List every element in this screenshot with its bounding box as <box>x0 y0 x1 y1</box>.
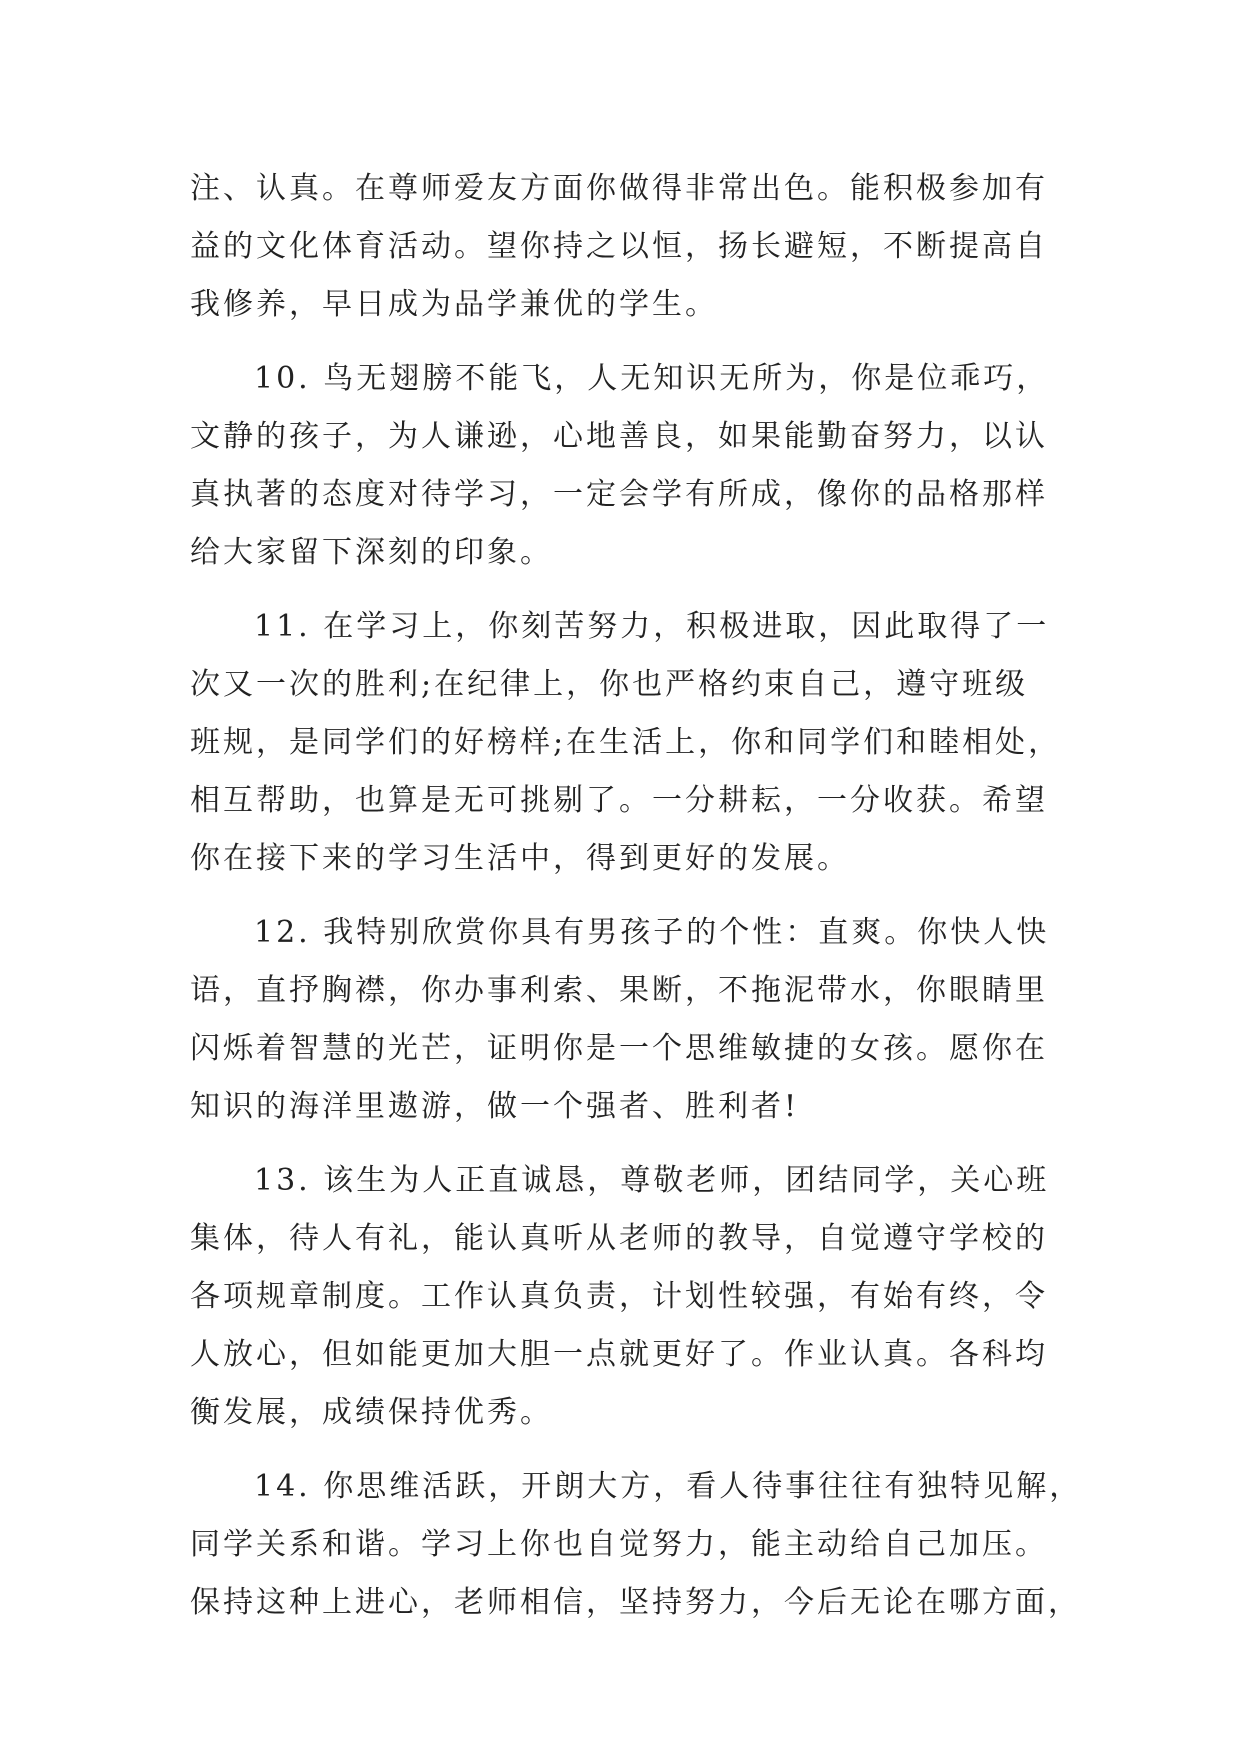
text-line: 各项规章制度。工作认真负责，计划性较强，有始有终，令 <box>190 1279 1048 1314</box>
text-line: 知识的海洋里遨游，做一个强者、胜利者! <box>190 1089 800 1124</box>
text-line: 真执著的态度对待学习，一定会学有所成，像你的品格那样 <box>190 477 1048 512</box>
paragraph-item-12 <box>190 904 1070 1136</box>
text-line: 相互帮助，也算是无可挑剔了。一分耕耘，一分收获。希望 <box>190 783 1048 818</box>
paragraph-item-10 <box>190 350 1070 582</box>
paragraph-continuation <box>190 160 1070 334</box>
text-line: 次又一次的胜利;在纪律上，你也严格约束自己，遵守班级 <box>190 667 1029 702</box>
text-line: 13. 该生为人正直诚恳，尊敬老师，团结同学，关心班 <box>254 1163 1050 1198</box>
text-line: 集体，待人有礼，能认真听从老师的教导，自觉遵守学校的 <box>190 1221 1048 1256</box>
text-line: 10. 鸟无翅膀不能飞，人无知识无所为，你是位乖巧， <box>254 361 1050 396</box>
text-line: 你在接下来的学习生活中，得到更好的发展。 <box>190 841 850 876</box>
text-line: 我修养，早日成为品学兼优的学生。 <box>190 287 718 322</box>
text-line: 保持这种上进心，老师相信，坚持努力，今后无论在哪方面， <box>190 1585 1081 1620</box>
text-line: 闪烁着智慧的光芒，证明你是一个思维敏捷的女孩。愿你在 <box>190 1031 1048 1066</box>
paragraph-item-11 <box>190 598 1070 888</box>
text-line: 益的文化体育活动。望你持之以恒，扬长避短，不断提高自 <box>190 229 1048 264</box>
text-line: 文静的孩子，为人谦逊，心地善良，如果能勤奋努力，以认 <box>190 419 1048 454</box>
text-line: 12. 我特别欣赏你具有男孩子的个性：直爽。你快人快 <box>254 915 1050 950</box>
text-line: 语，直抒胸襟，你办事利索、果断，不拖泥带水，你眼睛里 <box>190 973 1048 1008</box>
text-line: 11. 在学习上，你刻苦努力，积极进取，因此取得了一 <box>254 609 1050 644</box>
paragraph-item-14 <box>190 1458 1083 1632</box>
text-line: 班规，是同学们的好榜样;在生活上，你和同学们和睦相处， <box>190 725 1062 760</box>
text-line: 注、认真。在尊师爱友方面你做得非常出色。能积极参加有 <box>190 171 1048 206</box>
text-line: 同学关系和谐。学习上你也自觉努力，能主动给自己加压。 <box>190 1527 1048 1562</box>
text-line: 衡发展，成绩保持优秀。 <box>190 1395 553 1430</box>
paragraph-item-13 <box>190 1152 1070 1442</box>
document-body <box>190 160 1083 1648</box>
text-line: 14. 你思维活跃，开朗大方，看人待事往往有独特见解， <box>254 1469 1083 1504</box>
text-line: 给大家留下深刻的印象。 <box>190 535 553 570</box>
text-line: 人放心，但如能更加大胆一点就更好了。作业认真。各科均 <box>190 1337 1048 1372</box>
